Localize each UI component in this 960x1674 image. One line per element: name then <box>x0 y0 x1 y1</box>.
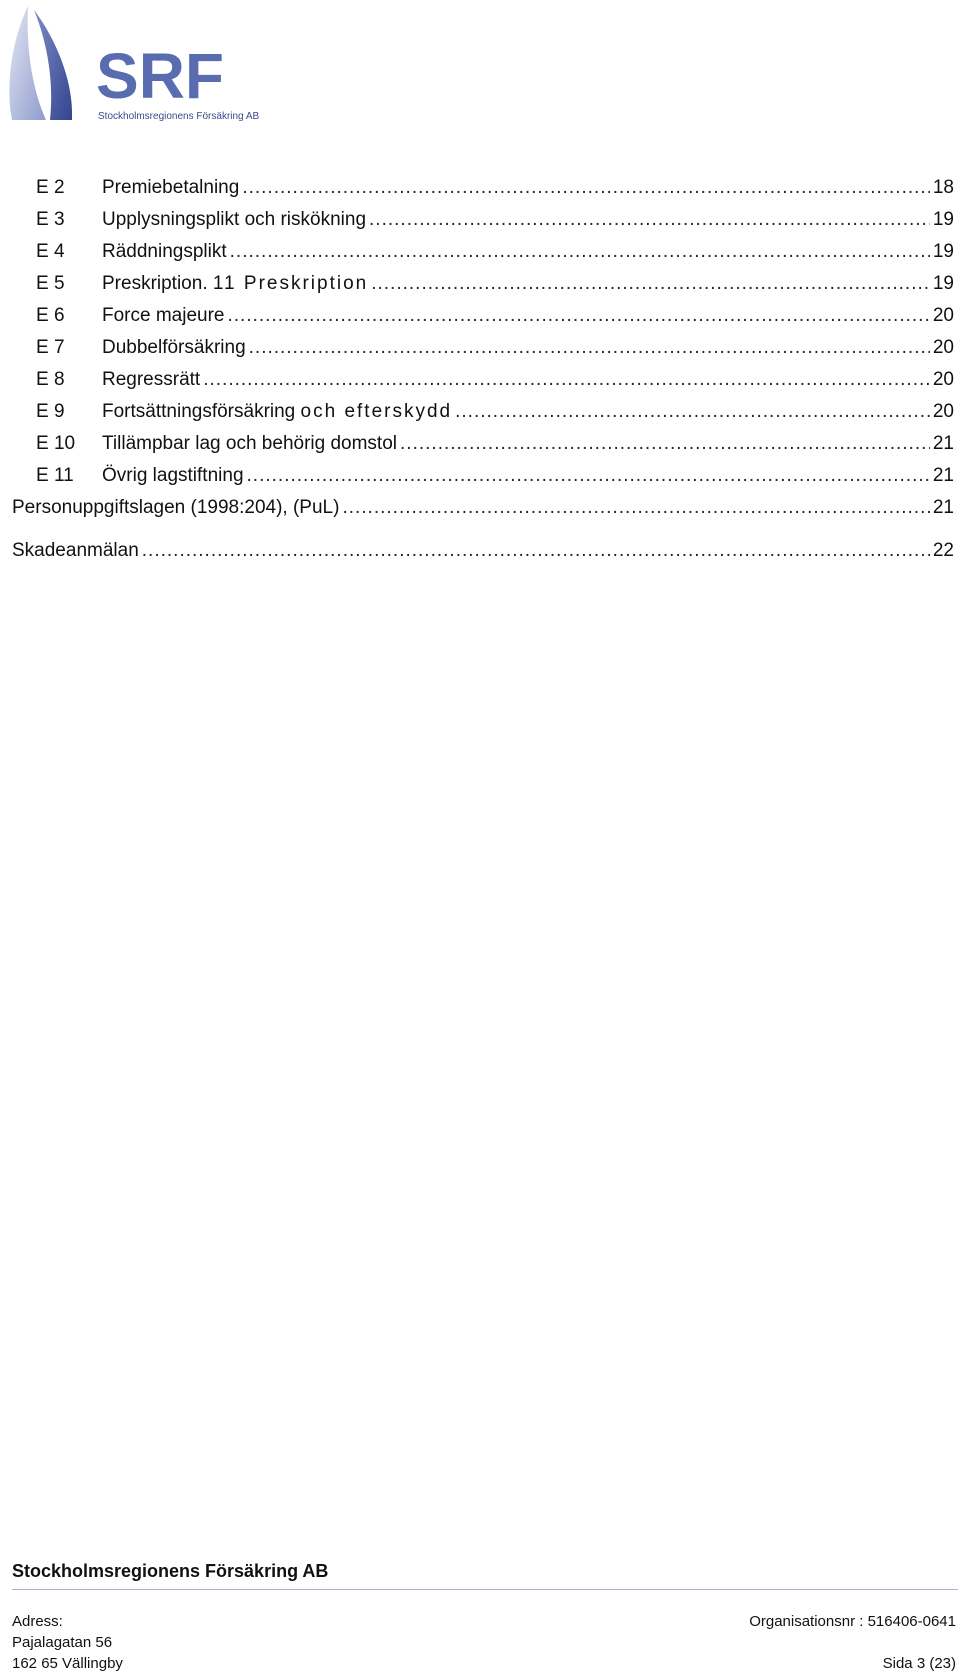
toc-entry-title: Övrig lagstiftning <box>102 465 244 486</box>
toc-entry-page: 21 <box>932 433 954 454</box>
footer-address <box>12 1611 123 1674</box>
toc-leader-dots <box>228 300 930 332</box>
toc-entry-number: E 2 <box>36 177 65 198</box>
toc-entry-title: Force majeure <box>102 305 225 326</box>
toc-entry-number: E 4 <box>36 241 65 262</box>
toc-entry-e10[interactable] <box>12 428 954 460</box>
toc-leader-dots <box>242 172 930 204</box>
footer-page-number: Sida 3 (23) <box>882 1655 956 1672</box>
toc-entry-title: Regressrätt <box>102 369 201 390</box>
toc-entry-e5[interactable] <box>12 268 954 300</box>
toc-entry-number: E 3 <box>36 209 65 230</box>
srf-logo <box>6 4 266 130</box>
toc-entry-page: 21 <box>932 497 954 518</box>
toc-entry-e6[interactable] <box>12 300 954 332</box>
footer-divider <box>12 1589 958 1590</box>
footer-street: Pajalagatan 56 <box>12 1634 113 1651</box>
toc-entry-e2[interactable] <box>12 172 954 204</box>
toc-leader-dots <box>203 364 930 396</box>
toc-entry-number: E 11 <box>36 465 74 486</box>
toc-entry-title <box>102 268 368 300</box>
logo-subtitle: Stockholmsregionens Försäkring AB <box>98 111 260 122</box>
sail-logo-icon <box>6 4 266 130</box>
toc-entry-page: 22 <box>932 540 954 561</box>
toc-leader-dots <box>400 428 930 460</box>
toc-leader-dots <box>369 204 930 236</box>
footer-address-label: Adress: <box>12 1613 63 1630</box>
toc-entry-e11[interactable] <box>12 460 954 492</box>
toc-entry-title: Personuppgiftslagen (1998:204), (PuL) <box>12 497 340 518</box>
toc-entry-title: Skadeanmälan <box>12 540 139 561</box>
toc-leader-dots <box>455 396 930 428</box>
logo-wordmark: SRF <box>96 40 224 112</box>
toc-entry-title <box>102 396 452 428</box>
toc-entry-e4[interactable] <box>12 236 954 268</box>
toc-entry-page: 20 <box>932 401 954 422</box>
toc-leader-dots <box>342 492 929 524</box>
toc-entry-page: 18 <box>932 177 954 198</box>
table-of-contents <box>12 172 954 567</box>
toc-entry-page: 20 <box>932 305 954 326</box>
toc-entry-title: Dubbelförsäkring <box>102 337 246 358</box>
toc-entry-page: 21 <box>932 465 954 486</box>
toc-entry-number: E 9 <box>36 401 65 422</box>
toc-entry-e3[interactable] <box>12 204 954 236</box>
toc-entry-title-extra: och efterskydd <box>300 401 453 422</box>
toc-entry-page: 19 <box>932 209 954 230</box>
toc-entry-number: E 7 <box>36 337 65 358</box>
footer-org-number: Organisationsnr : 516406-0641 <box>749 1613 956 1630</box>
toc-leader-dots <box>230 236 930 268</box>
toc-entry-title: Räddningsplikt <box>102 241 227 262</box>
toc-entry-number: E 6 <box>36 305 65 326</box>
toc-entry-page: 19 <box>932 273 954 294</box>
toc-entry-title-main: Preskription. <box>102 273 208 294</box>
toc-entry-number: E 10 <box>36 433 76 454</box>
toc-entry-skadeanmalan[interactable] <box>12 535 954 567</box>
toc-entry-number: E 8 <box>36 369 65 390</box>
toc-entry-title-extra: 11 Preskription <box>212 273 369 294</box>
toc-entry-e9[interactable] <box>12 396 954 428</box>
toc-leader-dots <box>247 460 930 492</box>
toc-leader-dots <box>249 332 930 364</box>
toc-leader-dots <box>142 535 930 567</box>
toc-entry-e8[interactable] <box>12 364 954 396</box>
toc-entry-title: Upplysningsplikt och riskökning <box>102 209 367 230</box>
toc-entry-title-main: Fortsättningsförsäkring <box>102 401 296 422</box>
toc-entry-page: 20 <box>932 369 954 390</box>
toc-entry-e7[interactable] <box>12 332 954 364</box>
footer-meta <box>749 1611 956 1674</box>
footer-city: 162 65 Vällingby <box>12 1655 123 1672</box>
toc-entry-page: 19 <box>932 241 954 262</box>
toc-entry-page: 20 <box>932 337 954 358</box>
toc-entry-title: Premiebetalning <box>102 177 240 198</box>
footer-spacer <box>749 1632 956 1653</box>
toc-entry-title: Tillämpbar lag och behörig domstol <box>102 433 398 454</box>
footer-company-name: Stockholmsregionens Försäkring AB <box>12 1561 329 1581</box>
toc-entry-number: E 5 <box>36 273 65 294</box>
toc-leader-dots <box>371 268 930 300</box>
toc-entry-personuppgiftslagen[interactable] <box>12 492 954 524</box>
